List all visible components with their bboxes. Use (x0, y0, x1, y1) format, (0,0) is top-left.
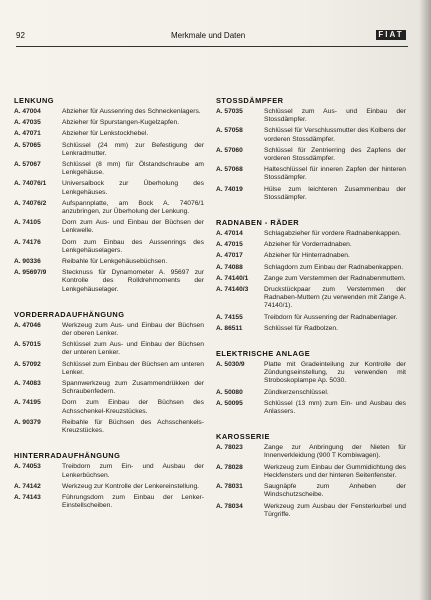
tool-entry (14, 269, 204, 294)
section-heading: ELEKTRISCHE ANLAGE (216, 349, 311, 359)
tool-entry (216, 147, 406, 163)
tool-code: A. 78031 (216, 483, 243, 491)
tool-description: Führungsdorn zum Einbau der Lenker-Einstellscheiben. (62, 493, 204, 510)
tool-description: Druckstückpaar zum Verstemmen der Radnaben-Muttern (zu verwenden mit Zange A. 74140/1). (264, 286, 406, 310)
tool-entry (14, 399, 204, 415)
tool-code: A. 74083 (14, 380, 41, 388)
fiat-logo: FIAT (376, 30, 406, 40)
section-heading: HINTERRADAUFHÄNGUNG (14, 451, 121, 461)
tool-description: Werkzeug zum Ausbau der Fensterkurbel und Türgriffe. (264, 502, 406, 518)
tool-code: A. 47014 (216, 230, 243, 238)
page-header (16, 31, 408, 43)
tool-description: Abzieher für Hinterradnaben. (264, 252, 350, 260)
tool-code: A. 5030/9 (216, 361, 245, 369)
tool-code: A. 57067 (14, 161, 41, 169)
tool-code: A. 57060 (216, 146, 243, 154)
tool-description: Schlüssel zum Aus- und Einbau der Büchsen der unteren Lenker. (62, 341, 204, 357)
tool-description: Schlagdorn zum Einbau der Radnabenkappen. (264, 263, 404, 271)
tool-code: A. 74088 (216, 263, 243, 271)
tool-description: Abzieher für Lenkstockhebel. (62, 130, 149, 138)
tool-code: A. 74176 (14, 238, 41, 246)
tool-description: Schlüssel zum Einbau der Büchsen am unteren Lenker. (62, 360, 204, 376)
section-heading: RADNABEN - RÄDER (216, 218, 300, 228)
tool-description: Hülse zum leichteren Zusammenbau der Stossdämpfer. (264, 185, 406, 201)
tool-description: Treibdorn zum Ein- und Ausbau der Lenkerbüchsen. (62, 463, 204, 479)
left-column (14, 96, 204, 513)
tool-code: A. 86511 (216, 324, 243, 332)
tool-description: Stecknuss für Dynamometer A. 95697 zur Kontrolle des Rolldrehmoments der Lenkgehäuselager. (62, 269, 204, 293)
tool-entry (14, 180, 204, 196)
section-lenkung (14, 96, 204, 294)
page-shadow (419, 0, 431, 600)
section-heading: VORDERRADAUFHÄNGUNG (14, 309, 125, 319)
tool-code: A. 78028 (216, 463, 243, 471)
section-heading: LENKUNG (14, 96, 55, 105)
page-number: 92 (16, 31, 25, 40)
tool-entry (216, 444, 406, 460)
tool-code: A. 47017 (216, 252, 243, 260)
tool-description: Schlüssel für Verschlussmutter des Kolbens der vorderen Stossdämpfer. (264, 127, 406, 143)
tool-code: A. 78034 (216, 502, 243, 510)
right-column (216, 96, 406, 522)
tool-description: Abzieher für Spurstangen-Kugelzapfen. (62, 119, 180, 127)
tool-code: A. 57092 (14, 360, 41, 368)
tool-description: Werkzeug zur Kontrolle der Lenkereinstellung. (62, 482, 200, 490)
tool-entry (216, 166, 406, 182)
tool-entry (216, 127, 406, 143)
tool-code: A. 50080 (216, 388, 243, 396)
tool-code: A. 47046 (14, 321, 41, 329)
tool-code: A. 78023 (216, 444, 243, 452)
tool-entry (216, 483, 406, 499)
tool-description: Reibahle für Lenkgehäusebüchsen. (62, 258, 168, 266)
tool-code: A. 74076/1 (14, 180, 47, 188)
page-title: Merkmale und Daten (171, 31, 246, 40)
tool-description: Zange zum Verstemmen der Radnabenmuttern. (264, 274, 406, 282)
section-heading: STOSSDÄMPFER (216, 96, 284, 105)
tool-entry (216, 264, 406, 272)
tool-entry (14, 108, 204, 116)
tool-code: A. 57035 (216, 108, 243, 115)
tool-entry (14, 130, 204, 138)
tool-code: A. 74105 (14, 219, 41, 227)
tool-entry (14, 380, 204, 396)
section-heading: KAROSSERIE (216, 432, 270, 442)
tool-code: A. 74076/2 (14, 199, 47, 207)
tool-code: A. 95697/9 (14, 269, 47, 277)
tool-entry (14, 483, 204, 491)
section-vorderradaufhängung (14, 310, 204, 435)
tool-code: A. 74143 (14, 493, 41, 501)
tool-description: Dorn zum Einbau des Aussenrings des Lenkgehäuselagers. (62, 238, 204, 254)
section-karosserie (216, 432, 406, 519)
tool-entry (216, 464, 406, 480)
tool-code: A. 74140/3 (216, 286, 249, 294)
tool-entry (216, 241, 406, 249)
tool-code: A. 74053 (14, 463, 41, 471)
tool-code: A. 57065 (14, 141, 41, 149)
header-divider (16, 46, 408, 47)
tool-entry (14, 419, 204, 435)
tool-entry (14, 161, 204, 177)
tool-code: A. 74155 (216, 313, 243, 321)
tool-entry (14, 119, 204, 127)
tool-description: Werkzeug zum Einbau der Gummidichtung des Heckfensters und der hinteren Seitenfenster. (264, 463, 406, 479)
tool-code: A. 74142 (14, 482, 41, 490)
tool-entry (216, 230, 406, 238)
tool-entry (14, 219, 204, 235)
tool-entry (14, 142, 204, 158)
tool-description: Universalbock zur Überholung des Lenkgehäuses. (62, 180, 204, 196)
tool-description: Schlüssel für Zentrierring des Zapfens der vorderen Stossdämpfer. (264, 146, 406, 163)
tool-entry (216, 389, 406, 397)
tool-entry (14, 341, 204, 357)
tool-description: Dorn zum Aus- und Einbau der Büchsen der Lenkwelle. (62, 219, 204, 235)
tool-code: A. 90379 (14, 418, 41, 426)
tool-description: Aufspannplatte, am Bock A. 74076/1 anzubringen, zur Überholung der Lenkung. (62, 199, 204, 216)
tool-entry (216, 252, 406, 260)
section-radnaben-räder (216, 218, 406, 333)
tool-description: Saugnäpfe zum Anheben der Windschutzscheibe. (264, 483, 406, 499)
tool-code: A. 57058 (216, 127, 243, 135)
tool-description: Halteschlüssel für inneren Zapfen der hinteren Stossdämpfer. (264, 166, 406, 182)
tool-code: A. 47035 (14, 119, 41, 127)
tool-entry (14, 239, 204, 255)
tool-entry (14, 258, 204, 266)
tool-entry (216, 314, 406, 322)
section-stossdämpfer (216, 96, 406, 202)
tool-code: A. 90336 (14, 258, 41, 266)
tool-entry (216, 400, 406, 416)
tool-description: Schlüssel zum Aus- und Einbau der Stossdämpfer. (264, 108, 406, 124)
tool-entry (14, 463, 204, 479)
tool-description: Abzieher für Vorderradnaben. (264, 241, 352, 249)
tool-description: Treibdorn für Aussenring der Radnabenlager. (264, 313, 398, 321)
tool-entry (14, 361, 204, 377)
tool-entry (216, 275, 406, 283)
section-elektrische-anlage (216, 349, 406, 416)
tool-entry (216, 325, 406, 333)
tool-code: A. 74140/1 (216, 274, 249, 282)
tool-description: Dorn zum Einbau der Büchsen des Achsschenkel-Kreuzstückes. (62, 399, 204, 415)
tool-description: Zange zur Anbringung der Nieten für Innenverkleidung (900 T Kombiwagen). (264, 444, 406, 460)
tool-entry (216, 503, 406, 519)
tool-entry (14, 494, 204, 510)
tool-description: Reibahle für Büchsen des Achsschenkels-Kreuzstückes. (62, 418, 204, 435)
tool-code: A. 47004 (14, 108, 41, 115)
tool-code: A. 57015 (14, 341, 41, 349)
tool-description: Spannwerkzeug zum Zusammendrükken der Schraubenfedern. (62, 380, 204, 396)
tool-description: Zündkerzenschlüssel. (264, 388, 329, 396)
tool-description: Werkzeug zum Aus- und Einbau der Büchsen der oberen Lenker. (62, 321, 204, 338)
tool-description: Schlüssel (24 mm) zur Befestigung der Lenkradmutter. (62, 141, 204, 157)
tool-description: Schlüssel (8 mm) für Ölstandschraube am Lenkgehäuse. (62, 161, 204, 177)
tool-code: A. 47015 (216, 241, 243, 249)
tool-entry (216, 361, 406, 386)
tool-description: Schlagabzieher für vordere Radnabenkappen. (264, 230, 401, 238)
tool-description: Schlüssel (13 mm) zum Ein- und Ausbau des Anlassers. (264, 399, 406, 416)
tool-entry (216, 108, 406, 124)
tool-entry (14, 200, 204, 216)
tool-code: A. 47071 (14, 130, 41, 138)
tool-entry (216, 286, 406, 311)
tool-entry (14, 322, 204, 338)
tool-description: Schlüssel für Radbolzen. (264, 324, 338, 332)
tool-description: Abzieher für Aussenring des Schneckenlagers. (62, 108, 201, 115)
tool-code: A. 74019 (216, 185, 243, 193)
tool-code: A. 74195 (14, 399, 41, 407)
tool-code: A. 50095 (216, 399, 243, 407)
tool-entry (216, 186, 406, 202)
tool-code: A. 57068 (216, 166, 243, 174)
tool-description: Platte mit Gradeinteilung zur Kontrolle der Zündungseinstellung, zu verwenden mit Stroboskoplampe Ap. 5030. (264, 361, 406, 385)
section-hinterradaufhängung (14, 451, 204, 510)
